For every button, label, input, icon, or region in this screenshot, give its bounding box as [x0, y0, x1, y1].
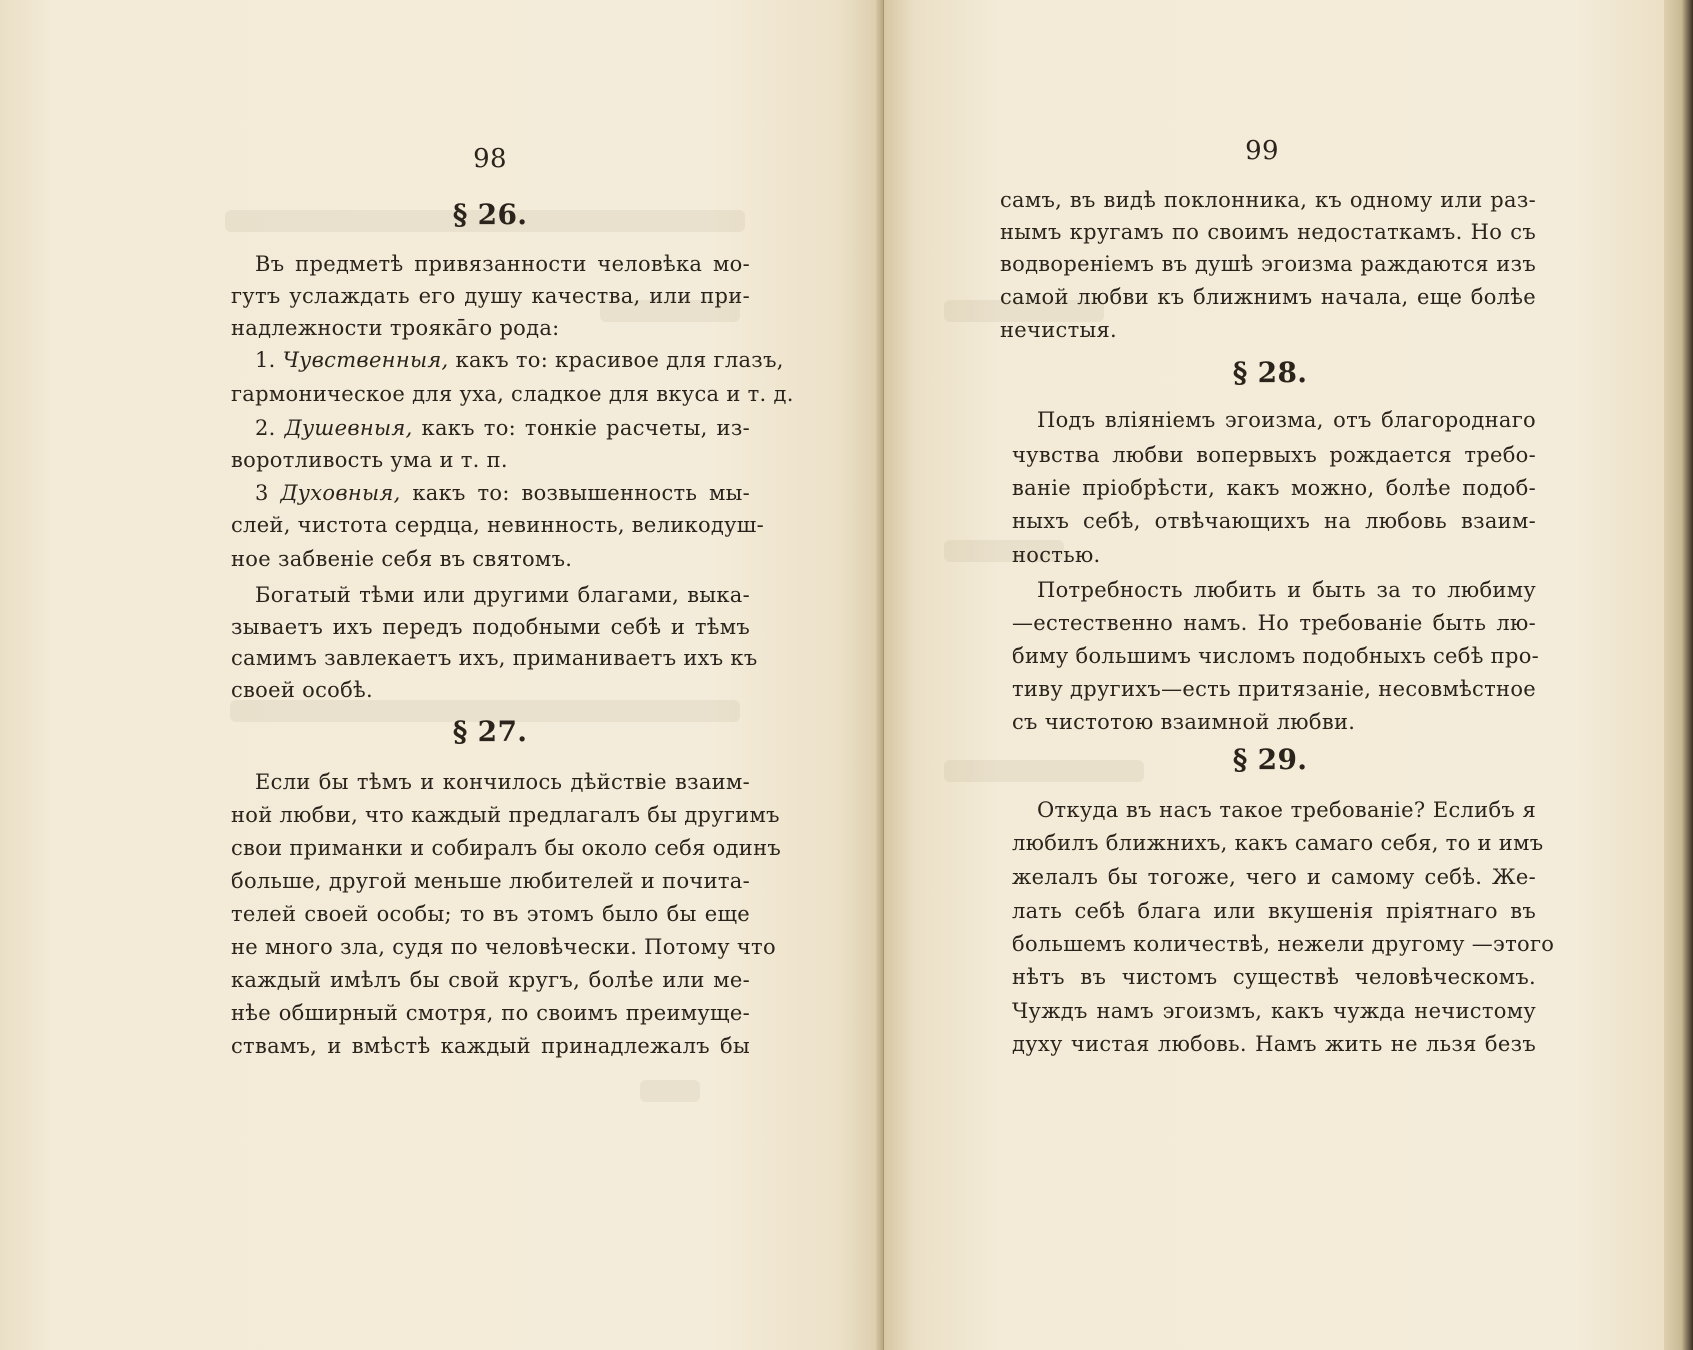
text-line: телей своей особы; то въ этомъ было бы еще [231, 902, 750, 926]
text-line: Чуждъ намъ эгоизмъ, какъ чужда нечистому [1012, 999, 1536, 1023]
show-through [944, 760, 1144, 782]
list-number: 3 [255, 481, 269, 505]
text-line: слей, чистота сердца, невинность, великодуш- [231, 513, 765, 537]
text-line: нѣе обширный смотря, по своимъ преимуще- [231, 1001, 750, 1025]
text-line: нымъ кругамъ по своимъ недостаткамъ. Но съ [1000, 220, 1536, 244]
text-line: надлежности трояка̄го рода: [231, 316, 560, 340]
text-line: духу чистая любовь. Намъ жить не льзя безъ [1012, 1032, 1536, 1056]
text-line: не много зла, судя по человѣчески. Потому что [231, 935, 776, 959]
text-line: самъ, въ видѣ поклонника, къ одному или раз- [1000, 188, 1536, 212]
text-line: свои приманки и собиралъ бы около себя одинъ [231, 836, 782, 860]
list-text: какъ то: возвышенность мы- [400, 481, 750, 505]
text-line: тиву другихъ—есть притязаніе, несовмѣстное [1012, 677, 1536, 701]
term-italic: Духовныя, [280, 481, 401, 505]
text-line: большемъ количествѣ, нежели другому —этого [1012, 932, 1555, 956]
page-edge [1664, 0, 1693, 1350]
term-italic: Душевныя, [284, 416, 413, 440]
section-heading-27: § 27. [452, 715, 528, 748]
text-line: воротливость ума и т. п. [231, 448, 508, 472]
text-line: больше, другой меньше любителей и почита- [231, 869, 750, 893]
text-line: ной любви, что каждый предлагалъ бы другимъ [231, 803, 780, 827]
list-number: 1. [255, 348, 276, 372]
text-line: самой любви къ ближнимъ начала, еще болѣе [1000, 285, 1536, 309]
text-line: нѣтъ въ чистомъ существѣ человѣческомъ. [1012, 965, 1536, 989]
text-line: Подъ вліяніемъ эгоизма, отъ благороднаго [1037, 408, 1536, 432]
list-item-2 [255, 413, 750, 443]
text-line: Богатый тѣми или другими благами, выка- [255, 583, 750, 607]
text-line: Откуда въ насъ такое требованіе? Еслибъ я [1037, 798, 1536, 822]
term-italic: Чувственныя, [282, 348, 449, 372]
text-line: Потребность любить и быть за то любиму [1037, 578, 1536, 602]
text-line: чувства любви вопервыхъ рождается требо- [1012, 443, 1536, 467]
text-line: каждый имѣлъ бы свой кругъ, болѣе или ме- [231, 968, 750, 992]
text-line: своей особѣ. [231, 678, 373, 702]
text-line: зываетъ ихъ передъ подобными себѣ и тѣмъ [231, 615, 750, 639]
text-line: ствамъ, и вмѣстѣ каждый принадлежалъ бы [231, 1034, 750, 1058]
section-heading-28: § 28. [1232, 356, 1308, 389]
text-line: Въ предметѣ привязанности человѣка мо- [255, 252, 750, 276]
show-through [640, 1080, 700, 1102]
text-line: съ чистотою взаимной любви. [1012, 710, 1356, 734]
list-text: какъ то: красивое для глазъ, [448, 348, 784, 372]
text-line: —естественно намъ. Но требованіе быть лю- [1012, 611, 1536, 635]
page-number: 98 [473, 144, 507, 174]
list-number: 2. [255, 416, 276, 440]
text-line: ностью. [1012, 543, 1101, 567]
text-line: ныхъ себѣ, отвѣчающихъ на любовь взаим- [1012, 509, 1536, 533]
text-line: самимъ завлекаетъ ихъ, приманиваетъ ихъ къ [231, 646, 758, 670]
list-item-1 [255, 345, 784, 375]
text-line: ваніе пріобрѣсти, какъ можно, болѣе подоб- [1012, 476, 1536, 500]
text-line: биму большимъ числомъ подобныхъ себѣ про- [1012, 644, 1540, 668]
section-heading-26: § 26. [452, 198, 528, 231]
list-item-3 [255, 478, 750, 508]
text-line: желалъ бы тогоже, чего и самому себѣ. Же- [1012, 865, 1536, 889]
text-line: ное забвеніе себя въ святомъ. [231, 547, 573, 571]
list-text: какъ то: тонкіе расчеты, из- [412, 416, 750, 440]
text-line: лать себѣ блага или вкушенія пріятнаго въ [1012, 899, 1536, 923]
text-line: любилъ ближнихъ, какъ самаго себя, то и имъ [1012, 831, 1544, 855]
right-page [884, 0, 1664, 1350]
text-line: Если бы тѣмъ и кончилось дѣйствіе взаим- [255, 770, 750, 794]
text-line: гутъ услаждать его душу качества, или при- [231, 284, 750, 308]
text-line: нечистыя. [1000, 318, 1118, 342]
page-number: 99 [1245, 136, 1279, 166]
text-line: водвореніемъ въ душѣ эгоизма раждаются изъ [1000, 252, 1536, 276]
text-line: гармоническое для уха, сладкое для вкуса и т. д. [231, 382, 794, 406]
section-heading-29: § 29. [1232, 743, 1308, 776]
